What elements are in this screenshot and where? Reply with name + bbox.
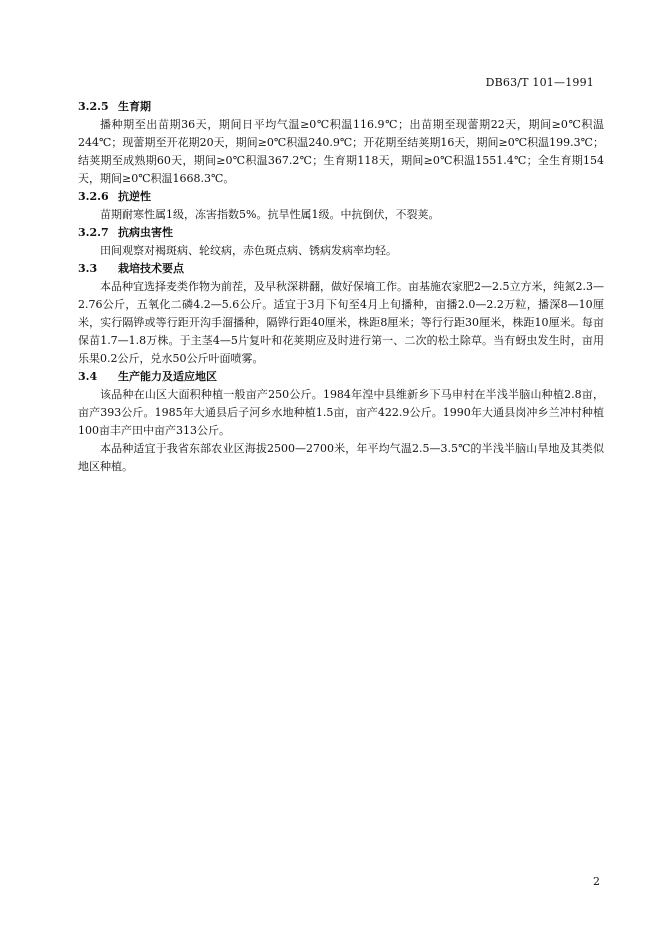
section-number: 3.2.5 bbox=[78, 100, 109, 113]
section-paragraph: 本品种宜选择麦类作物为前茬，及早秋深耕翻，做好保墒工作。亩基施农家肥2—2.5立方米，纯氮2.3—2.76公斤，五氧化二磷4.2—5.6公斤。适宜于3月下旬至4月上旬播种，亩播2.0—2.2万粒，播深8—10厘米，实行隔铧或等行距开沟手溜播种，隔铧行距40厘米，株距8厘米；等行行距30厘米，株距10厘米。每亩保苗1.7—1.8万株。于主茎4—5片复叶和花荚期应及时进行第一、二次的松土除草。当有蚜虫发生时，亩用乐果0.2公斤，兑水50公斤叶面喷雾。 bbox=[78, 280, 604, 365]
section-number: 3.2.6 bbox=[78, 190, 109, 203]
section-paragraph: 播种期至出苗期36天，期间日平均气温≥0℃积温116.9℃；出苗期至现蕾期22天，期间≥0℃积温244℃；现蕾期至开花期20天，期间≥0℃积温240.9℃；开花期至结荚期16天，期间≥0℃积温199.3℃；结荚期至成熟期60天，期间≥0℃积温367.2℃；生育期118天，期间≥0℃积温1551.4℃；全生育期154天，期间≥0℃积温1668.3℃。 bbox=[78, 118, 604, 185]
section-heading bbox=[78, 368, 604, 386]
section-number: 3.3 bbox=[78, 262, 98, 275]
section-number: 3.2.7 bbox=[78, 226, 109, 239]
section-heading bbox=[78, 188, 604, 206]
section-paragraph: 该品种在山区大面积种植一般亩产250公斤。1984年湟中县维新乡下马申村在半浅半脑山种植2.8亩，亩产393公斤。1985年大通县后子河乡水地种植1.5亩，亩产422.9公斤。1990年大通县岗冲乡兰冲村种植100亩丰产田中亩产313公斤。 bbox=[78, 388, 604, 437]
section-title: 栽培技术要点 bbox=[118, 262, 184, 275]
section-paragraph: 本品种适宜于我省东部农业区海拔2500—2700米，年平均气温2.5—3.5℃的半浅半脑山旱地及其类似地区种植。 bbox=[78, 442, 604, 473]
document-body bbox=[78, 98, 604, 476]
section-3-4 bbox=[78, 368, 604, 476]
section-heading bbox=[78, 260, 604, 278]
section-number: 3.4 bbox=[78, 370, 98, 383]
section-title: 生育期 bbox=[118, 100, 151, 113]
section-paragraph: 田间观察对褐斑病、轮纹病，赤色斑点病、锈病发病率均轻。 bbox=[100, 244, 397, 257]
section-title: 生产能力及适应地区 bbox=[118, 370, 217, 383]
section-title: 抗病虫害性 bbox=[118, 226, 173, 239]
section-title: 抗逆性 bbox=[118, 190, 151, 203]
section-3-3 bbox=[78, 260, 604, 368]
section-3-2-6 bbox=[78, 188, 604, 224]
section-heading bbox=[78, 98, 604, 116]
section-3-2-5 bbox=[78, 98, 604, 188]
section-paragraph: 苗期耐寒性属1级，冻害指数5%。抗旱性属1级。中抗倒伏，不裂荚。 bbox=[100, 208, 440, 221]
page-number: 2 bbox=[593, 875, 600, 888]
document-code: DB63/T 101—1991 bbox=[485, 76, 594, 89]
section-3-2-7 bbox=[78, 224, 604, 260]
section-heading bbox=[78, 224, 604, 242]
